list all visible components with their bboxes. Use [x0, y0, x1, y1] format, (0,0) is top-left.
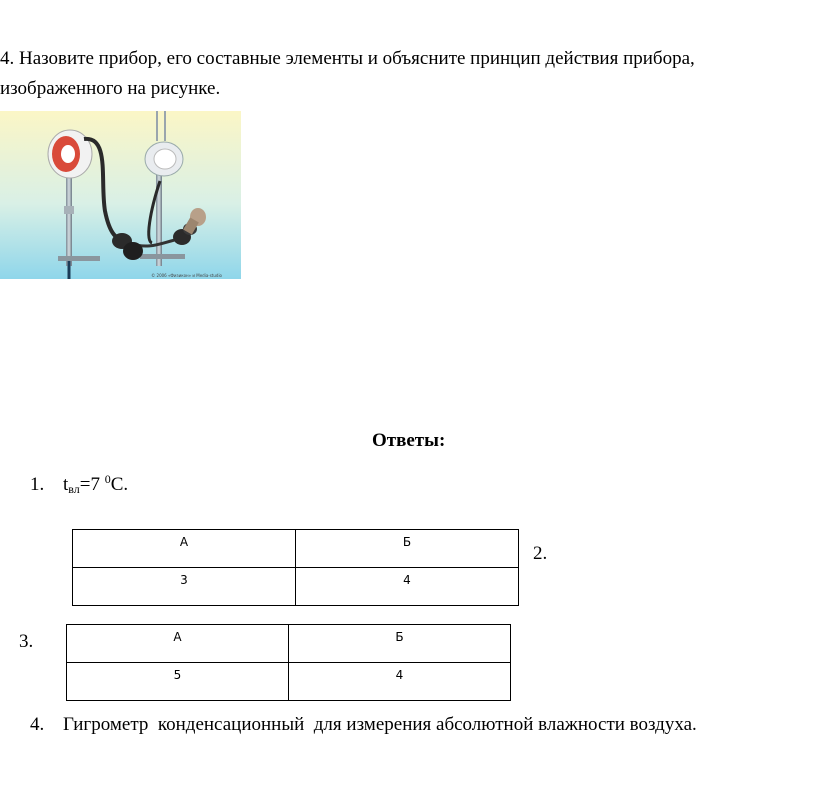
answer-1-number: 1.	[30, 474, 45, 495]
table-row	[67, 625, 511, 663]
answer-3-header-b: Б	[289, 625, 511, 663]
question-line-1: 4. Назовите прибор, его составные элементы и объясните принцип действия прибора,	[0, 48, 695, 69]
answer-2-number: 2.	[533, 543, 548, 564]
table-row	[67, 663, 511, 701]
hygrometer-figure	[0, 111, 241, 279]
answer-4-text: Гигрометр конденсационный для измерения абсолютной влажности воздуха.	[63, 714, 697, 735]
answer-3-number: 3.	[19, 631, 34, 652]
answer-1	[30, 474, 128, 496]
figure-caption: © 2006 «Физикон» и Media-studio	[151, 273, 222, 278]
answer-2-value-a: 3	[73, 568, 296, 606]
question-line-2: изображенного на рисунке.	[0, 78, 221, 99]
answer-3-value-a: 5	[67, 663, 289, 701]
answer-3-header-a: А	[67, 625, 289, 663]
table-row	[73, 530, 519, 568]
answer-2-header-a: А	[73, 530, 296, 568]
answer-1-unit: C.	[110, 474, 129, 495]
table-row	[73, 568, 519, 606]
answer-4-number: 4.	[30, 714, 45, 735]
answer-1-symbol: t	[63, 474, 69, 495]
answer-1-value: =7	[79, 474, 105, 495]
answer-3-value-b: 4	[289, 663, 511, 701]
hygrometer-apparatus-image	[0, 111, 241, 279]
answer-2-table	[72, 529, 519, 606]
question-text	[0, 44, 812, 104]
answer-2-value-b: 4	[296, 568, 519, 606]
answer-1-superscript: 0	[104, 472, 111, 486]
answer-2-header-b: Б	[296, 530, 519, 568]
answer-4	[30, 714, 697, 736]
answers-title: Ответы:	[372, 430, 446, 451]
answer-1-subscript: вл	[68, 482, 80, 496]
answer-3-table	[66, 624, 511, 701]
